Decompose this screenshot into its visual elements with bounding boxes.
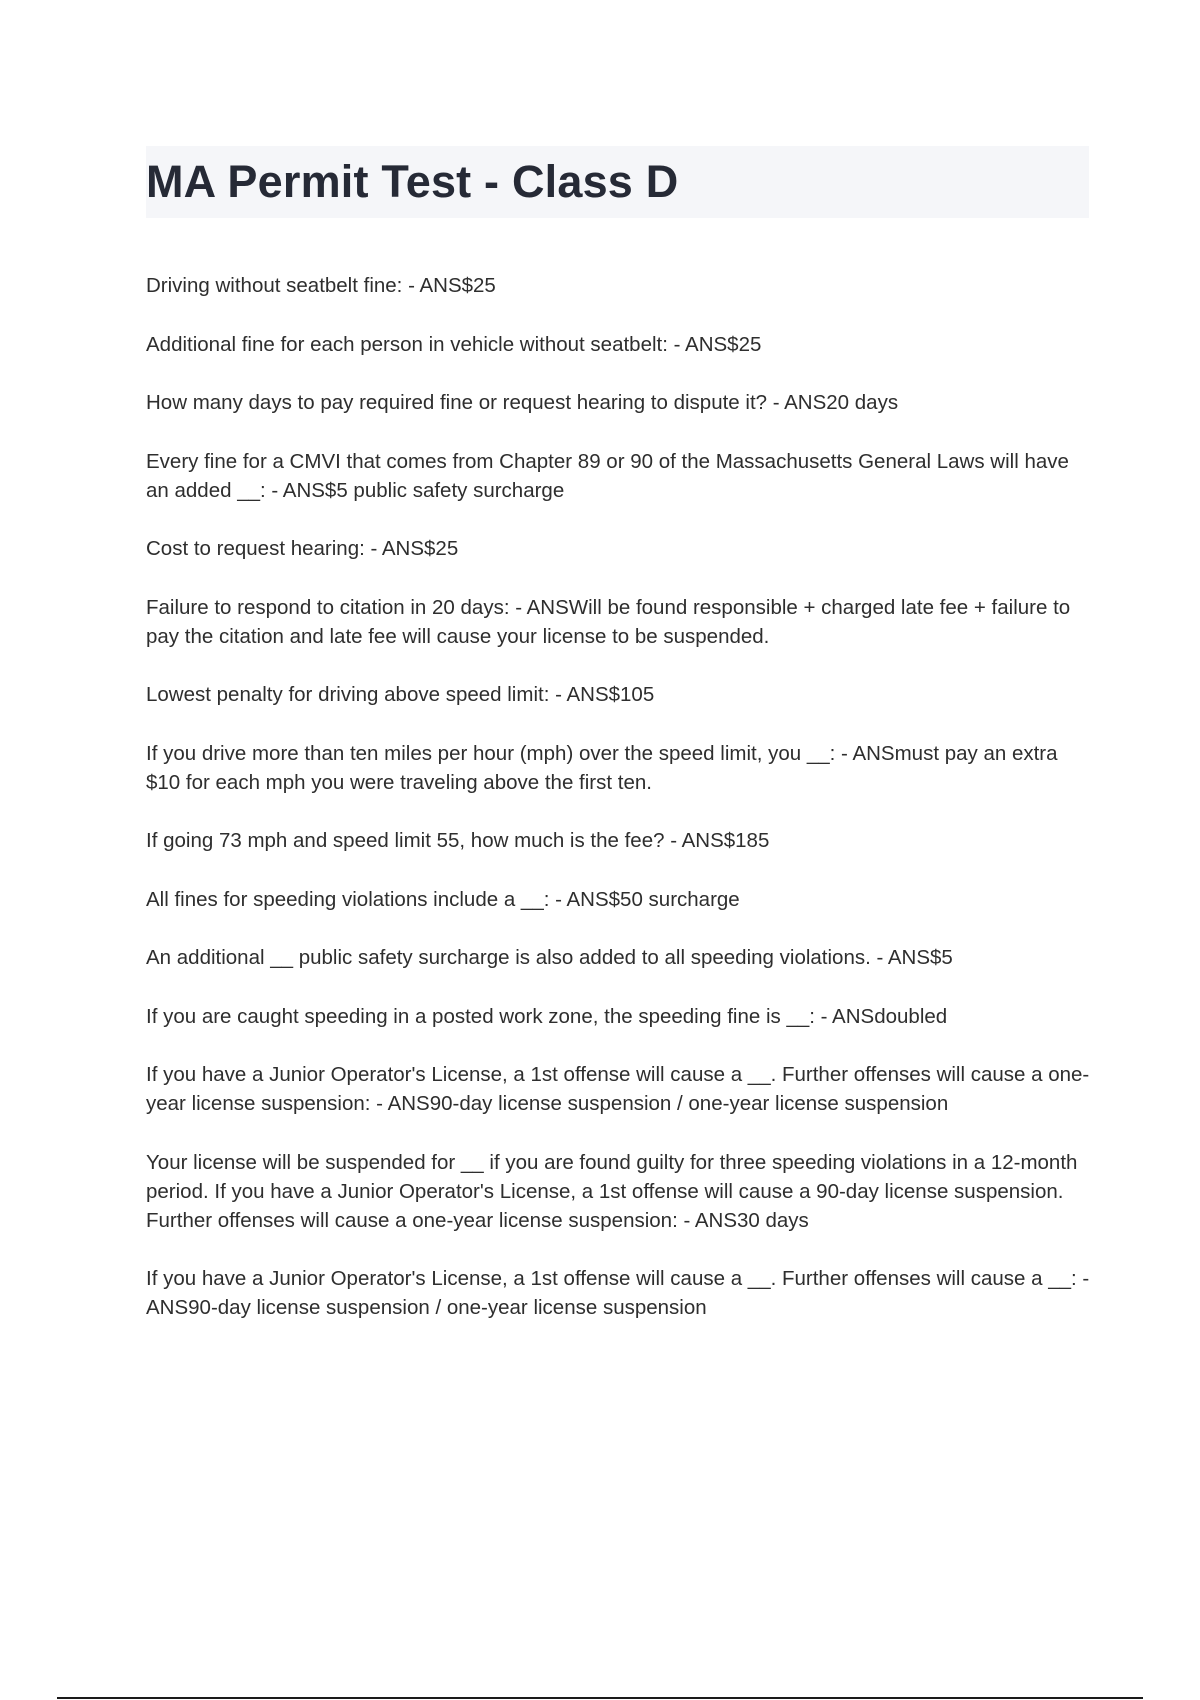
qa-item-6: Failure to respond to citation in 20 days: - ANSWill be found responsible + charged late fee + failure to pay the citation and late fee will cause your license to be suspended. <box>146 595 1071 648</box>
qa-item-9: If going 73 mph and speed limit 55, how much is the fee? - ANS$185 <box>146 829 770 852</box>
qa-item-12: If you are caught speeding in a posted work zone, the speeding fine is __: - ANSdoubled <box>146 1004 948 1028</box>
qa-item-13: If you have a Junior Operator's License, a 1st offense will cause a __. Further offenses will cause a one-year license suspension: - ANS90-day license suspension / one-year license suspension <box>146 1063 1090 1115</box>
qa-item-15: If you have a Junior Operator's License, a 1st offense will cause a __. Further offenses will cause a __: - ANS90-day license suspension / one-year license suspension <box>146 1267 1090 1319</box>
qa-item-4: Every fine for a CMVI that comes from Chapter 89 or 90 of the Massachusetts General Laws will have an added __: - ANS$5 public safety surcharge <box>146 449 1069 502</box>
qa-item-1: Driving without seatbelt fine: - ANS$25 <box>146 274 496 297</box>
qa-item-5: Cost to request hearing: - ANS$25 <box>146 537 459 560</box>
qa-item-3: How many days to pay required fine or request hearing to dispute it? - ANS20 days <box>146 391 899 414</box>
qa-item-7: Lowest penalty for driving above speed limit: - ANS$105 <box>146 683 655 706</box>
qa-list <box>146 271 1096 1352</box>
qa-item-14: Your license will be suspended for __ if you are found guilty for three speeding violations in a 12-month period. If you have a Junior Operator's License, a 1st offense will cause a 90-day license suspension. Further offenses will cause a one-year license suspension: - ANS30 days <box>146 1150 1078 1232</box>
title-banner <box>146 146 1089 218</box>
page-title: MA Permit Test - Class D <box>146 156 679 207</box>
qa-item-10: All fines for speeding violations include a __: - ANS$50 surcharge <box>146 887 740 911</box>
footer-divider <box>57 1697 1143 1699</box>
qa-item-8: If you drive more than ten miles per hour (mph) over the speed limit, you __: - ANSmust pay an extra $10 for each mph you were traveling above the first ten. <box>146 741 1058 794</box>
qa-item-11: An additional __ public safety surcharge is also added to all speeding violations. - ANS$5 <box>146 946 953 969</box>
qa-item-2: Additional fine for each person in vehicle without seatbelt: - ANS$25 <box>146 332 762 356</box>
